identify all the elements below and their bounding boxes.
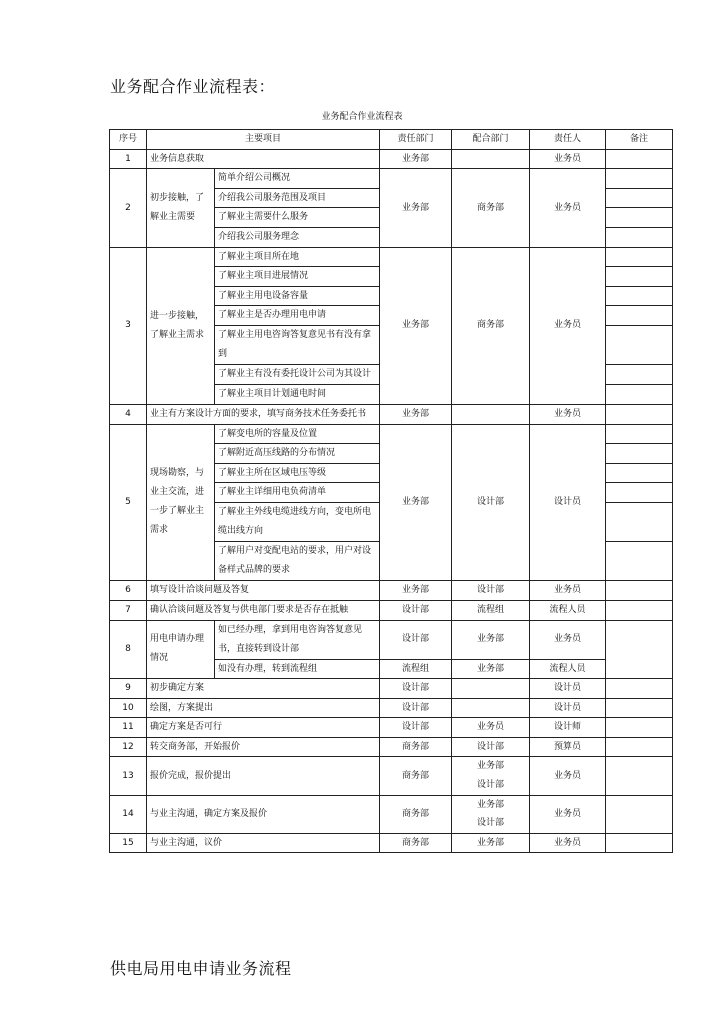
workflow-table	[109, 129, 673, 853]
row-remark	[606, 795, 673, 833]
table-row	[110, 424, 673, 444]
row-dept: 业务部	[380, 580, 452, 600]
row-dept: 商务部	[380, 737, 452, 757]
row-subitem: 简单介绍公司概况	[215, 169, 380, 189]
row-coop: 业务员	[452, 718, 530, 738]
row-remark	[606, 580, 673, 600]
row-subitem: 介绍我公司服务理念	[215, 227, 380, 247]
table-row	[110, 580, 673, 600]
row-remark	[606, 757, 673, 795]
table-row	[110, 169, 673, 189]
table-row	[110, 795, 673, 814]
row-coop: 业务部	[452, 795, 530, 814]
table-row	[110, 718, 673, 738]
row-dept: 业务部	[380, 247, 452, 404]
table-row	[110, 679, 673, 699]
page-heading: 业务配合作业流程表：	[110, 77, 276, 96]
row-remark	[606, 227, 673, 247]
row-remark	[606, 463, 673, 483]
row-remark	[606, 149, 673, 169]
row-person: 流程人员	[530, 659, 606, 679]
row-coop: 商务部	[452, 169, 530, 247]
header-person: 责任人	[530, 130, 606, 150]
row-item: 确定方案是否可行	[147, 718, 380, 738]
row-subitem: 了解附近高压线路的分布情况	[215, 444, 380, 464]
row-remark	[606, 502, 673, 541]
row-person: 设计员	[530, 679, 606, 699]
row-person: 业务员	[530, 149, 606, 169]
row-dept: 业务部	[380, 149, 452, 169]
row-subitem: 介绍我公司服务范围及项目	[215, 188, 380, 208]
row-coop: 设计部	[452, 424, 530, 580]
row-person: 流程人员	[530, 600, 606, 620]
row-no: 10	[110, 698, 147, 718]
row-no: 5	[110, 424, 147, 580]
row-dept: 业务部	[380, 169, 452, 247]
row-coop: 设计部	[452, 580, 530, 600]
row-no: 4	[110, 404, 147, 424]
row-person: 业务员	[530, 169, 606, 247]
table-caption: 业务配合作业流程表	[321, 112, 403, 122]
row-coop	[452, 698, 530, 718]
row-remark	[606, 364, 673, 384]
row-subitem: 了解业主有没有委托设计公司为其设计	[215, 364, 380, 384]
row-remark	[606, 286, 673, 306]
row-remark	[606, 384, 673, 404]
row-coop: 业务部	[452, 620, 530, 659]
row-remark	[606, 404, 673, 424]
row-remark	[606, 620, 673, 679]
row-no: 12	[110, 737, 147, 757]
row-subitem: 了解业主外线电缆进线方向，变电所电缆出线方向	[215, 502, 380, 541]
row-remark	[606, 483, 673, 503]
row-subitem: 了解业主所在区域电压等级	[215, 463, 380, 483]
row-item: 报价完成，报价提出	[147, 757, 380, 795]
row-remark	[606, 833, 673, 853]
row-coop: 业务部	[452, 757, 530, 776]
row-no: 8	[110, 620, 147, 679]
row-dept: 流程组	[380, 659, 452, 679]
row-subitem: 了解业主用电设备容量	[215, 286, 380, 306]
header-coop: 配合部门	[452, 130, 530, 150]
row-coop: 设计部	[452, 776, 530, 795]
row-subitem: 了解业主项目所在地	[215, 247, 380, 267]
row-no: 9	[110, 679, 147, 699]
row-dept: 设计部	[380, 679, 452, 699]
row-dept: 设计部	[380, 698, 452, 718]
header-row	[110, 130, 673, 150]
row-person: 业务员	[530, 795, 606, 833]
table-row	[110, 833, 673, 853]
row-item: 用电申请办理情况	[147, 620, 215, 679]
row-no: 11	[110, 718, 147, 738]
row-subitem: 了解变电所的容量及位置	[215, 424, 380, 444]
row-remark	[606, 208, 673, 228]
row-coop: 商务部	[452, 247, 530, 404]
row-no: 1	[110, 149, 147, 169]
table-row	[110, 247, 673, 267]
row-dept: 业务部	[380, 404, 452, 424]
row-subitem: 如没有办理，转到流程组	[215, 659, 380, 679]
table-row	[110, 698, 673, 718]
row-subitem: 了解业主项目计划通电时间	[215, 384, 380, 404]
row-dept: 商务部	[380, 833, 452, 853]
header-remark: 备注	[606, 130, 673, 150]
row-person: 设计师	[530, 718, 606, 738]
row-item: 绘图，方案提出	[147, 698, 380, 718]
header-item: 主要项目	[147, 130, 380, 150]
row-remark	[606, 169, 673, 189]
row-person: 业务员	[530, 620, 606, 659]
row-no: 13	[110, 757, 147, 795]
row-remark	[606, 600, 673, 620]
row-person: 业务员	[530, 757, 606, 795]
row-item: 与业主沟通，确定方案及报价	[147, 795, 380, 833]
header-dept: 责任部门	[380, 130, 452, 150]
table-row	[110, 737, 673, 757]
row-dept: 设计部	[380, 600, 452, 620]
row-coop: 设计部	[452, 737, 530, 757]
row-dept: 商务部	[380, 795, 452, 833]
row-remark	[606, 718, 673, 738]
row-person: 业务员	[530, 404, 606, 424]
row-subitem: 了解业主用电咨询答复意见书有没有拿到	[215, 325, 380, 364]
row-subitem: 了解业主是否办理用电申请	[215, 306, 380, 326]
row-no: 7	[110, 600, 147, 620]
row-remark	[606, 188, 673, 208]
row-remark	[606, 541, 673, 580]
row-no: 3	[110, 247, 147, 404]
row-coop: 业务部	[452, 833, 530, 853]
row-item: 填写设计洽谈问题及答复	[147, 580, 380, 600]
row-no: 15	[110, 833, 147, 853]
row-remark	[606, 247, 673, 267]
row-person: 设计员	[530, 698, 606, 718]
row-item: 确认洽谈问题及答复与供电部门要求是否存在抵触	[147, 600, 380, 620]
row-remark	[606, 444, 673, 464]
row-subitem: 了解用户对变配电站的要求，用户对设备样式品牌的要求	[215, 541, 380, 580]
row-coop	[452, 679, 530, 699]
row-dept: 设计部	[380, 718, 452, 738]
row-remark	[606, 424, 673, 444]
header-no: 序号	[110, 130, 147, 150]
row-remark	[606, 679, 673, 699]
row-item: 初步确定方案	[147, 679, 380, 699]
row-person: 设计员	[530, 424, 606, 580]
row-item: 转交商务部，开始报价	[147, 737, 380, 757]
table-row	[110, 149, 673, 169]
row-no: 2	[110, 169, 147, 247]
row-item: 业主有方案设计方面的要求，填写商务技术任务委托书	[147, 404, 380, 424]
row-remark	[606, 267, 673, 287]
row-coop	[452, 149, 530, 169]
row-dept: 商务部	[380, 757, 452, 795]
row-no: 6	[110, 580, 147, 600]
row-dept: 设计部	[380, 620, 452, 659]
row-person: 业务员	[530, 833, 606, 853]
row-coop: 业务部	[452, 659, 530, 679]
row-no: 14	[110, 795, 147, 833]
row-person: 预算员	[530, 737, 606, 757]
row-subitem: 了解业主详细用电负荷清单	[215, 483, 380, 503]
row-person: 业务员	[530, 580, 606, 600]
row-coop: 设计部	[452, 814, 530, 833]
section-heading: 供电局用电申请业务流程	[110, 959, 292, 978]
row-remark	[606, 325, 673, 364]
row-item: 业务信息获取	[147, 149, 380, 169]
row-person: 业务员	[530, 247, 606, 404]
row-subitem: 了解业主需要什么服务	[215, 208, 380, 228]
row-item: 初步接触，了解业主需要	[147, 169, 215, 247]
row-remark	[606, 306, 673, 326]
row-item: 进一步接触，了解业主需求	[147, 247, 215, 404]
table-row	[110, 757, 673, 776]
row-subitem: 了解业主项目进展情况	[215, 267, 380, 287]
row-remark	[606, 698, 673, 718]
row-subitem: 如已经办理，拿到用电咨询答复意见书，直接转到设计部	[215, 620, 380, 659]
row-item: 现场勘察，与业主交流，进一步了解业主需求	[147, 424, 215, 580]
row-coop: 流程组	[452, 600, 530, 620]
row-remark	[606, 737, 673, 757]
row-coop	[452, 404, 530, 424]
row-dept: 业务部	[380, 424, 452, 580]
row-item: 与业主沟通，议价	[147, 833, 380, 853]
